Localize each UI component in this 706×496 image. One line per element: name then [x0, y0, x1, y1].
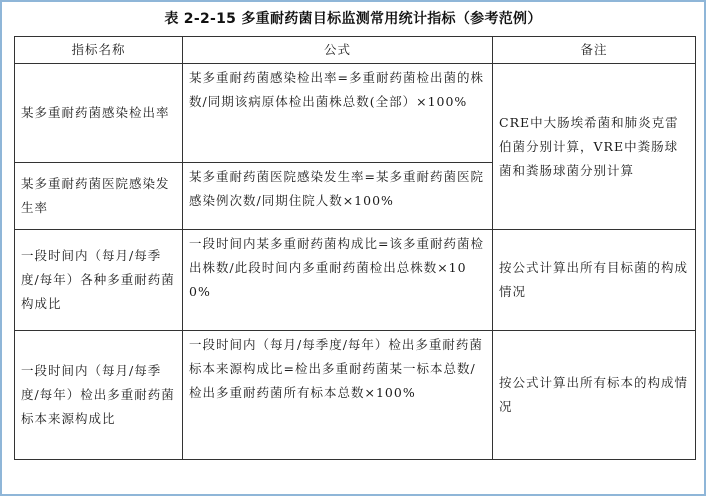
note-cell: 按公式计算出所有标本的构成情况	[493, 331, 696, 460]
table-header-row	[15, 37, 696, 64]
header-note: 备注	[493, 37, 696, 64]
indicator-name-cell: 一段时间内（每月/每季度/每年）检出多重耐药菌标本来源构成比	[15, 331, 183, 460]
formula-cell: 一段时间内（每月/每季度/每年）检出多重耐药菌标本来源构成比=检出多重耐药菌某一标本总数/检出多重耐药菌所有标本总数×100%	[183, 331, 493, 460]
table-row	[15, 230, 696, 331]
header-indicator-name: 指标名称	[15, 37, 183, 64]
header-formula: 公式	[183, 37, 493, 64]
indicator-name-cell: 某多重耐药菌医院感染发生率	[15, 163, 183, 230]
note-cell: 按公式计算出所有目标菌的构成情况	[493, 230, 696, 331]
indicator-name-cell: 一段时间内（每月/每季度/每年）各种多重耐药菌构成比	[15, 230, 183, 331]
table-caption: 表 2-2-15 多重耐药菌目标监测常用统计指标（参考范例）	[164, 11, 542, 27]
table-row	[15, 64, 696, 163]
table-row	[15, 331, 696, 460]
formula-cell: 某多重耐药菌感染检出率=多重耐药菌检出菌的株数/同期该病原体检出菌株总数(全部）×100%	[183, 64, 493, 163]
indicator-table	[14, 36, 696, 460]
formula-cell: 某多重耐药菌医院感染发生率=某多重耐药菌医院感染例次数/同期住院人数×100%	[183, 163, 493, 230]
formula-cell: 一段时间内某多重耐药菌构成比=该多重耐药菌检出株数/此段时间内多重耐药菌检出总株数×100%	[183, 230, 493, 331]
note-cell: CRE中大肠埃希菌和肺炎克雷伯菌分别计算，VRE中粪肠球菌和粪肠球菌分别计算	[493, 64, 696, 230]
indicator-name-cell: 某多重耐药菌感染检出率	[15, 64, 183, 163]
